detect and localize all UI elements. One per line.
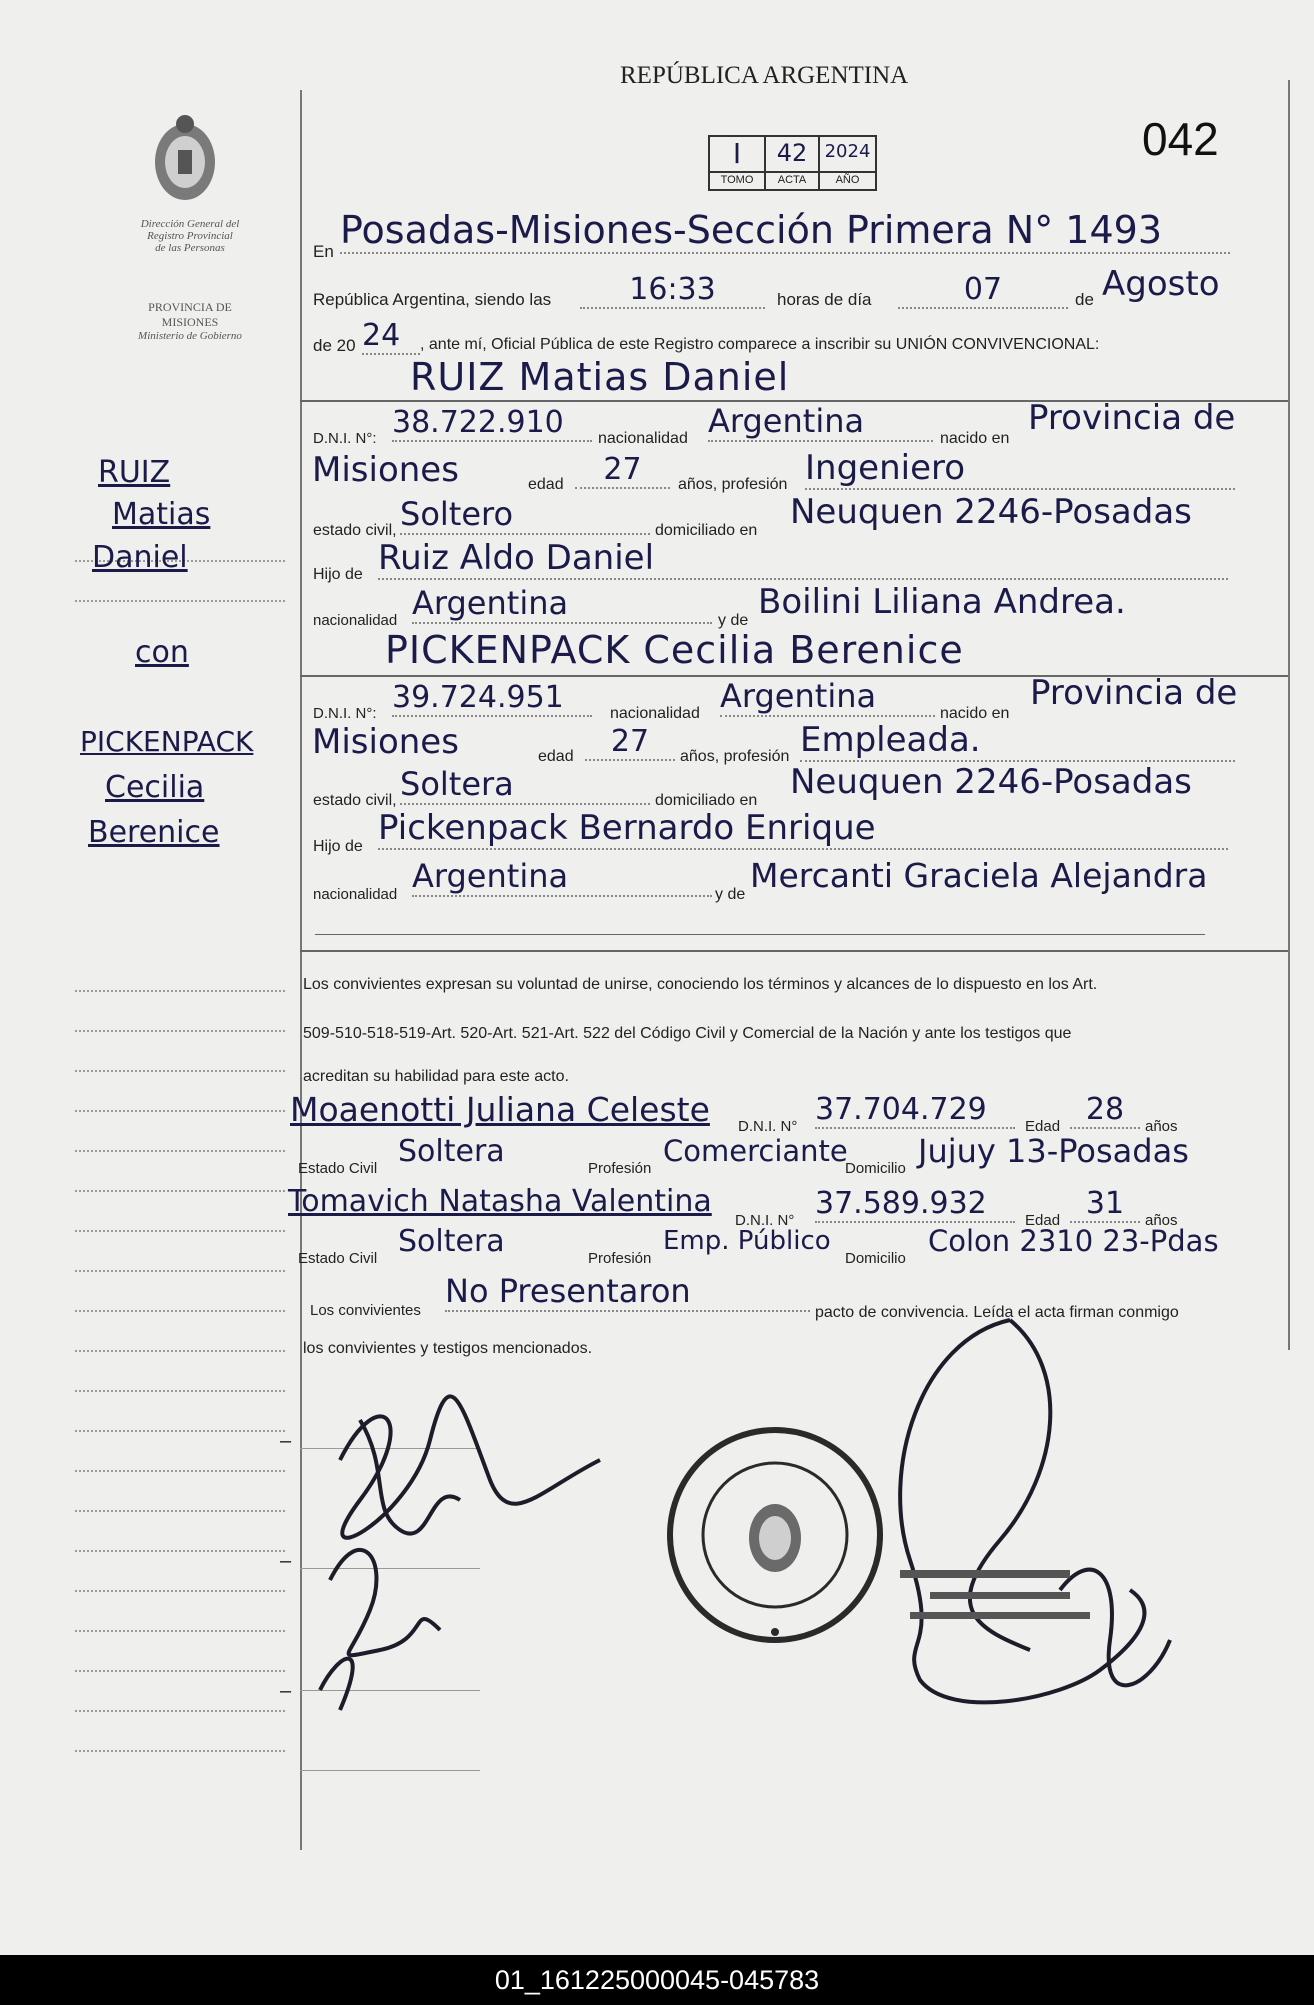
year-prefix: de 20	[313, 336, 356, 355]
w1-civil: Soltera	[398, 1134, 505, 1169]
p2-nat-label: nacionalidad	[610, 705, 700, 722]
person2-name: PICKENPACK Cecilia Berenice	[385, 628, 964, 672]
p1-address: Neuquen 2246-Posadas	[790, 492, 1192, 532]
month-value: Agosto	[1102, 264, 1220, 304]
p1-address-label: domiciliado en	[655, 522, 758, 539]
coat-of-arms-icon	[150, 110, 220, 205]
margin-name1-line2: Matias	[112, 497, 211, 532]
witness1-name: Moaenotti Juliana Celeste	[290, 1090, 710, 1129]
acta-label: ACTA	[777, 174, 807, 186]
folio-number: 042	[1142, 113, 1219, 165]
p2-birthplace2: Misiones	[312, 722, 459, 762]
p2-prof-label: años, profesión	[680, 748, 790, 765]
p2-nat2-label: nacionalidad	[313, 886, 398, 903]
p1-nationality: Argentina	[708, 402, 933, 442]
w2-address: Colon 2310 23-Pdas	[928, 1224, 1219, 1258]
p1-birthplace2: Misiones	[312, 450, 459, 490]
republic-label: República Argentina, siendo las	[313, 290, 552, 309]
country-title: REPÚBLICA ARGENTINA	[620, 62, 909, 89]
de-label: de	[1075, 290, 1094, 309]
right-frame-line	[1288, 80, 1290, 1350]
w1-dni: 37.704.729	[815, 1092, 1015, 1129]
w2-age-label: Edad	[1025, 1212, 1061, 1229]
p1-child-label: Hijo de	[313, 566, 363, 583]
w1-address: Jujuy 13-Posadas	[918, 1132, 1189, 1170]
agency-name: Dirección General del Registro Provincial de las Personas	[140, 218, 240, 254]
p2-address: Neuquen 2246-Posadas	[790, 762, 1192, 802]
p2-age: 27	[585, 724, 675, 761]
declaration-line1: Los convivientes expresan su voluntad de unirse, conociendo los términos y alcances de lo dispuesto en los Art.	[303, 976, 1098, 993]
w2-age: 31	[1070, 1186, 1140, 1223]
declaration-line2: 509-510-518-519-Art. 520-Art. 521-Art. 522 del Código Civil y Comercial de la Nación y ante los testigos que	[303, 1025, 1072, 1042]
official-signature-icon	[860, 1310, 1190, 1730]
p2-father: Pickenpack Bernardo Enrique	[378, 808, 1228, 850]
p1-prof-label: años, profesión	[678, 476, 788, 493]
hours-label: horas de día	[777, 290, 872, 309]
en-label: En	[313, 242, 334, 261]
w1-address-label: Domicilio	[845, 1160, 906, 1177]
convivientes-signature-icon	[300, 1360, 640, 1720]
w2-profession: Emp. Público	[663, 1226, 831, 1256]
person1-name: RUIZ Matias Daniel	[410, 355, 790, 399]
p2-civil-label: estado civil,	[313, 792, 397, 809]
w1-civil-label: Estado Civil	[298, 1160, 378, 1177]
declaration-line3: acreditan su habilidad para este acto.	[303, 1068, 569, 1085]
w2-dni-label: D.N.I. N°	[735, 1212, 795, 1229]
closing-conv-label: Los convivientes	[310, 1302, 421, 1319]
w1-age: 28	[1070, 1092, 1140, 1129]
appear-text: , ante mí, Oficial Pública de este Registro comparece a inscribir su UNIÓN CONVIVENCIONAL:	[420, 336, 1100, 353]
p1-age: 27	[575, 452, 670, 489]
w1-years-label: años	[1145, 1118, 1178, 1135]
p1-dni: 38.722.910	[392, 405, 592, 442]
p2-child-label: Hijo de	[313, 838, 363, 855]
margin-name1-line1: RUIZ	[98, 455, 171, 490]
closing-pact-text: pacto de convivencia. Leída el acta firman conmigo	[815, 1304, 1179, 1321]
p1-nat2: Argentina	[412, 584, 712, 624]
w2-civil-label: Estado Civil	[298, 1250, 378, 1267]
dash-mark: –	[280, 1680, 292, 1702]
p1-nat2-label: nacionalidad	[313, 612, 398, 629]
p2-dni-label: D.N.I. N°:	[313, 705, 377, 722]
margin-name2-line2: Cecilia	[105, 770, 205, 805]
anio-label: AÑO	[835, 174, 860, 186]
dash-mark: –	[280, 1430, 292, 1452]
w2-civil: Soltera	[398, 1224, 505, 1259]
anio-value: 2024	[824, 141, 871, 162]
tomo-value: I	[732, 137, 742, 170]
tomo-label: TOMO	[720, 174, 754, 186]
w2-dni: 37.589.932	[815, 1186, 1015, 1223]
year-suffix: 24	[362, 318, 420, 355]
p1-and-label: y de	[718, 612, 749, 629]
dash-mark: –	[280, 1550, 292, 1572]
p1-civil-label: estado civil,	[313, 522, 397, 539]
w1-prof-label: Profesión	[588, 1160, 652, 1177]
province-name: PROVINCIA DE MISIONES Ministerio de Gobierno	[138, 300, 242, 342]
p2-civil: Soltera	[400, 765, 650, 805]
p2-birthplace1: Provincia de	[1030, 673, 1238, 713]
p2-profession: Empleada.	[800, 720, 1235, 762]
registry-seal-icon	[660, 1420, 890, 1650]
margin-name1-line3: Daniel	[92, 540, 188, 575]
w1-profession: Comerciante	[663, 1134, 848, 1168]
w1-age-label: Edad	[1025, 1118, 1061, 1135]
place-value: Posadas-Misiones-Sección Primera N° 1493	[340, 208, 1230, 254]
margin-name2-line3: Berenice	[88, 815, 220, 850]
tomo-acta-anio-box	[708, 135, 877, 191]
w2-years-label: años	[1145, 1212, 1178, 1229]
closing-conv-value: No Presentaron	[445, 1272, 810, 1312]
acta-value: 42	[776, 139, 808, 167]
w2-address-label: Domicilio	[845, 1250, 906, 1267]
p1-age-label: edad	[528, 476, 564, 493]
w2-prof-label: Profesión	[588, 1250, 652, 1267]
p2-nationality: Argentina	[720, 677, 935, 717]
p1-profession: Ingeniero	[805, 448, 1235, 490]
p1-nat-label: nacionalidad	[598, 430, 688, 447]
p1-born-label: nacido en	[940, 430, 1010, 447]
time-value: 16:33	[580, 272, 765, 309]
p2-nat2: Argentina	[412, 857, 712, 897]
p2-age-label: edad	[538, 748, 574, 765]
p1-civil: Soltero	[400, 495, 650, 535]
p1-mother: Boilini Liliana Andrea.	[758, 582, 1126, 622]
witness2-name: Tomavich Natasha Valentina	[288, 1184, 712, 1219]
p2-address-label: domiciliado en	[655, 792, 758, 809]
p1-father: Ruiz Aldo Daniel	[378, 538, 1228, 580]
p1-dni-label: D.N.I. N°:	[313, 430, 377, 447]
margin-name2-line1: PICKENPACK	[80, 725, 254, 758]
closing-line2: los convivientes y testigos mencionados.	[303, 1340, 593, 1357]
w1-dni-label: D.N.I. N°	[738, 1118, 798, 1135]
day-value: 07	[898, 272, 1068, 309]
p2-mother: Mercanti Graciela Alejandra	[750, 856, 1208, 895]
p2-dni: 39.724.951	[392, 680, 592, 717]
margin-con: con	[135, 635, 189, 670]
footer-code: 01_161225000045-045783	[494, 1965, 820, 1995]
footer-bar	[0, 1955, 1314, 2005]
p2-and-label: y de	[715, 886, 746, 903]
p1-birthplace1: Provincia de	[1028, 398, 1236, 438]
p2-born-label: nacido en	[940, 705, 1010, 722]
